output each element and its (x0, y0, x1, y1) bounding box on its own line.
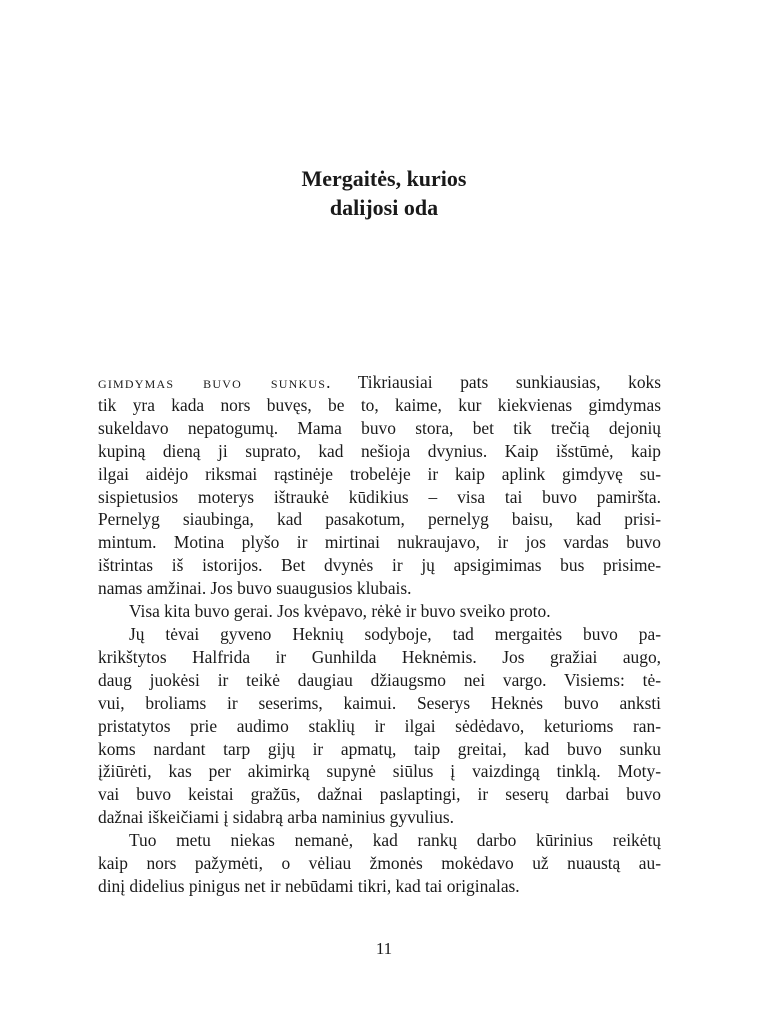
text-line: Visa kita buvo gerai. Jos kvėpavo, rėkė ir buvo sveiko proto. (129, 601, 551, 622)
text-line: krikštytos Halfrida ir Gunhilda Heknėmis. Jos gražiai augo, (98, 646, 661, 667)
text-line: mintum. Motina plyšo ir mirtinai nukraujavo, ir jos vardas buvo (98, 532, 661, 553)
chapter-title-line-2: dalijosi oda (329, 195, 439, 220)
text-line: ištrintas iš istorijos. Bet dvynės ir jų apsigimimas bus prisime- (98, 555, 661, 576)
text-line: kaip nors pažymėti, o vėliau žmonės mokėdavo už nuaustą au- (98, 853, 661, 874)
text-line: ilgai aidėjo riksmai rąstinėje trobelėje ir kaip aplink gimdyvę su- (98, 463, 661, 484)
chapter-title (0, 164, 768, 222)
text-line: Tuo metu niekas nemanė, kad rankų darbo kūrinius reikėtų (129, 830, 661, 851)
chapter-title-line-1: Mergaitės, kurios (301, 166, 467, 191)
text-line: įžiūrėti, kas per akimirką supynė siūlus į vaizdingą tinklą. Moty- (98, 761, 661, 782)
text-line: sukeldavo nepatogumų. Mama buvo stora, bet tik trečią dejonių (98, 417, 661, 438)
chapter-body (98, 371, 661, 898)
text-line: Jų tėvai gyveno Heknių sodyboje, tad mergaitės buvo pa- (129, 623, 661, 644)
text-line: vui, broliams ir seserims, kaimui. Seserys Heknės buvo anksti (98, 692, 661, 713)
text-line: daug juokėsi ir teikė daugiau džiaugsmo nei vargo. Visiems: tė- (98, 669, 661, 690)
text-line: koms nardant tarp gijų ir apmatų, taip greitai, kad buvo sunku (98, 738, 661, 759)
text-line: kupiną dieną ji suprato, kad nešioja dvynius. Kaip išstūmė, kaip (98, 440, 661, 461)
text-line: tik yra kada nors buvęs, be to, kaime, kur kiekvienas gimdymas (98, 394, 661, 415)
text-line: dinį didelius pinigus net ir nebūdami tikri, kad tai originalas. (98, 875, 520, 896)
text-line: namas amžinai. Jos buvo suaugusios klubais. (98, 578, 412, 599)
text-line: sispietusios moterys ištraukė kūdikius – visa tai buvo pamiršta. (98, 486, 661, 507)
text-line: vai buvo keistai gražūs, dažnai paslaptingi, ir seserų darbai buvo (98, 784, 661, 805)
text-line: Pernelyg siaubinga, kad pasakotum, pernelyg baisu, kad prisi- (98, 509, 661, 530)
text-line: pristatytos prie audimo staklių ir ilgai sėdėdavo, keturioms ran- (98, 715, 661, 736)
text-line: gimdymas buvo sunkus. Tikriausiai pats sunkiausias, koks (98, 372, 661, 392)
text-line: dažnai iškeičiami į sidabrą arba naminius gyvulius. (98, 807, 454, 828)
page-number: 11 (375, 939, 393, 958)
small-caps-lead: gimdymas buvo sunkus (98, 372, 327, 392)
